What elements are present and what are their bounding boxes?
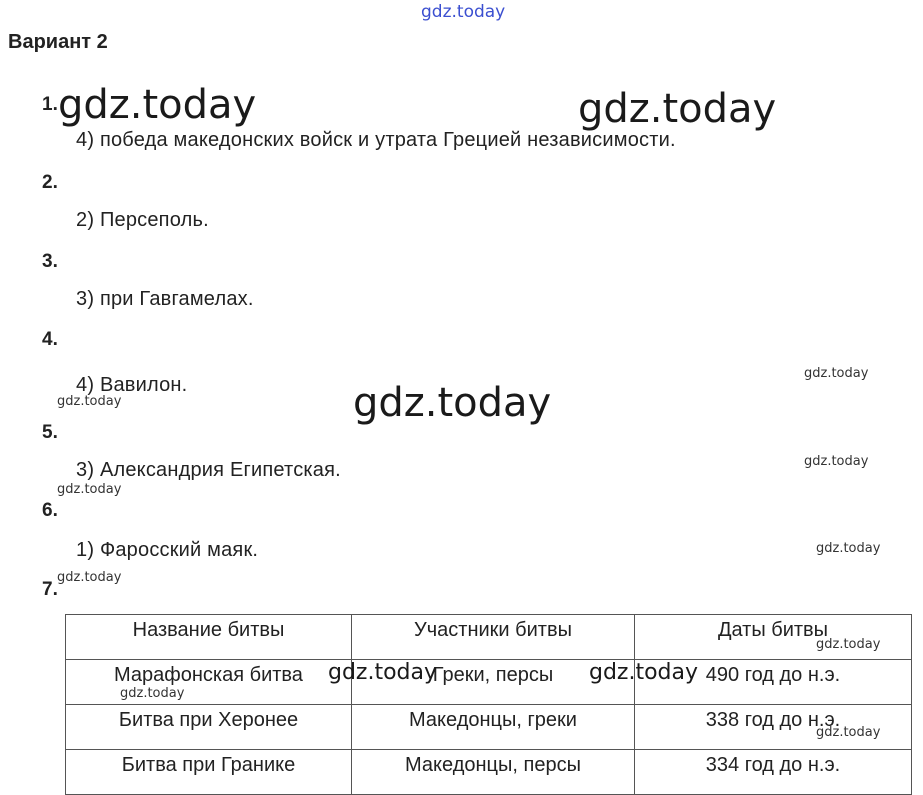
question-number-1: 1. — [42, 94, 58, 115]
table-row — [66, 705, 912, 750]
watermark: gdz.today — [57, 570, 122, 585]
watermark: gdz.today — [120, 686, 185, 701]
question-number-7: 7. — [42, 579, 58, 600]
question-number-3: 3. — [42, 251, 58, 272]
table-row — [66, 750, 912, 795]
watermark-top: gdz.today — [421, 2, 506, 22]
table-cell: 338 год до н.э. — [635, 705, 912, 750]
page-title: Вариант 2 — [8, 31, 108, 53]
watermark: gdz.today — [57, 482, 122, 497]
table-header-row — [66, 615, 912, 660]
table-header-cell: Название битвы — [66, 615, 352, 660]
answer-3: 3) при Гавгамелах. — [76, 288, 254, 310]
watermark: gdz.today — [804, 454, 869, 469]
watermark: gdz.today — [816, 725, 881, 740]
watermark: gdz.today — [816, 541, 881, 556]
watermark: gdz.today — [58, 82, 257, 128]
answer-4: 4) Вавилон. — [76, 374, 188, 396]
answer-6: 1) Фаросский маяк. — [76, 539, 259, 561]
answer-5: 3) Александрия Египетская. — [76, 459, 341, 481]
watermark: gdz.today — [578, 86, 777, 132]
question-number-5: 5. — [42, 422, 58, 443]
table-row — [66, 660, 912, 705]
table-cell: Битва при Херонее — [66, 705, 352, 750]
watermark: gdz.today — [353, 380, 552, 426]
question-number-6: 6. — [42, 500, 58, 521]
question-number-4: 4. — [42, 329, 58, 350]
table-cell: Македонцы, греки — [352, 705, 635, 750]
watermark: gdz.today — [57, 394, 122, 409]
watermark: gdz.today — [804, 366, 869, 381]
table-cell: Марафонская битва — [66, 660, 352, 705]
watermark: gdz.today — [589, 660, 699, 685]
table-header-cell: Даты битвы — [635, 615, 912, 660]
answer-2: 2) Персеполь. — [76, 209, 209, 231]
battles-table — [65, 614, 912, 795]
watermark: gdz.today — [816, 637, 881, 652]
watermark: gdz.today — [328, 660, 438, 685]
question-number-2: 2. — [42, 172, 58, 193]
table-cell: Македонцы, персы — [352, 750, 635, 795]
table-cell: Греки, персы — [352, 660, 635, 705]
table-header-cell: Участники битвы — [352, 615, 635, 660]
answer-1: 4) победа македонских войск и утрата Грецией независимости. — [76, 129, 676, 151]
table-cell: 334 год до н.э. — [635, 750, 912, 795]
table-cell: 490 год до н.э. — [635, 660, 912, 705]
table-cell: Битва при Гранике — [66, 750, 352, 795]
